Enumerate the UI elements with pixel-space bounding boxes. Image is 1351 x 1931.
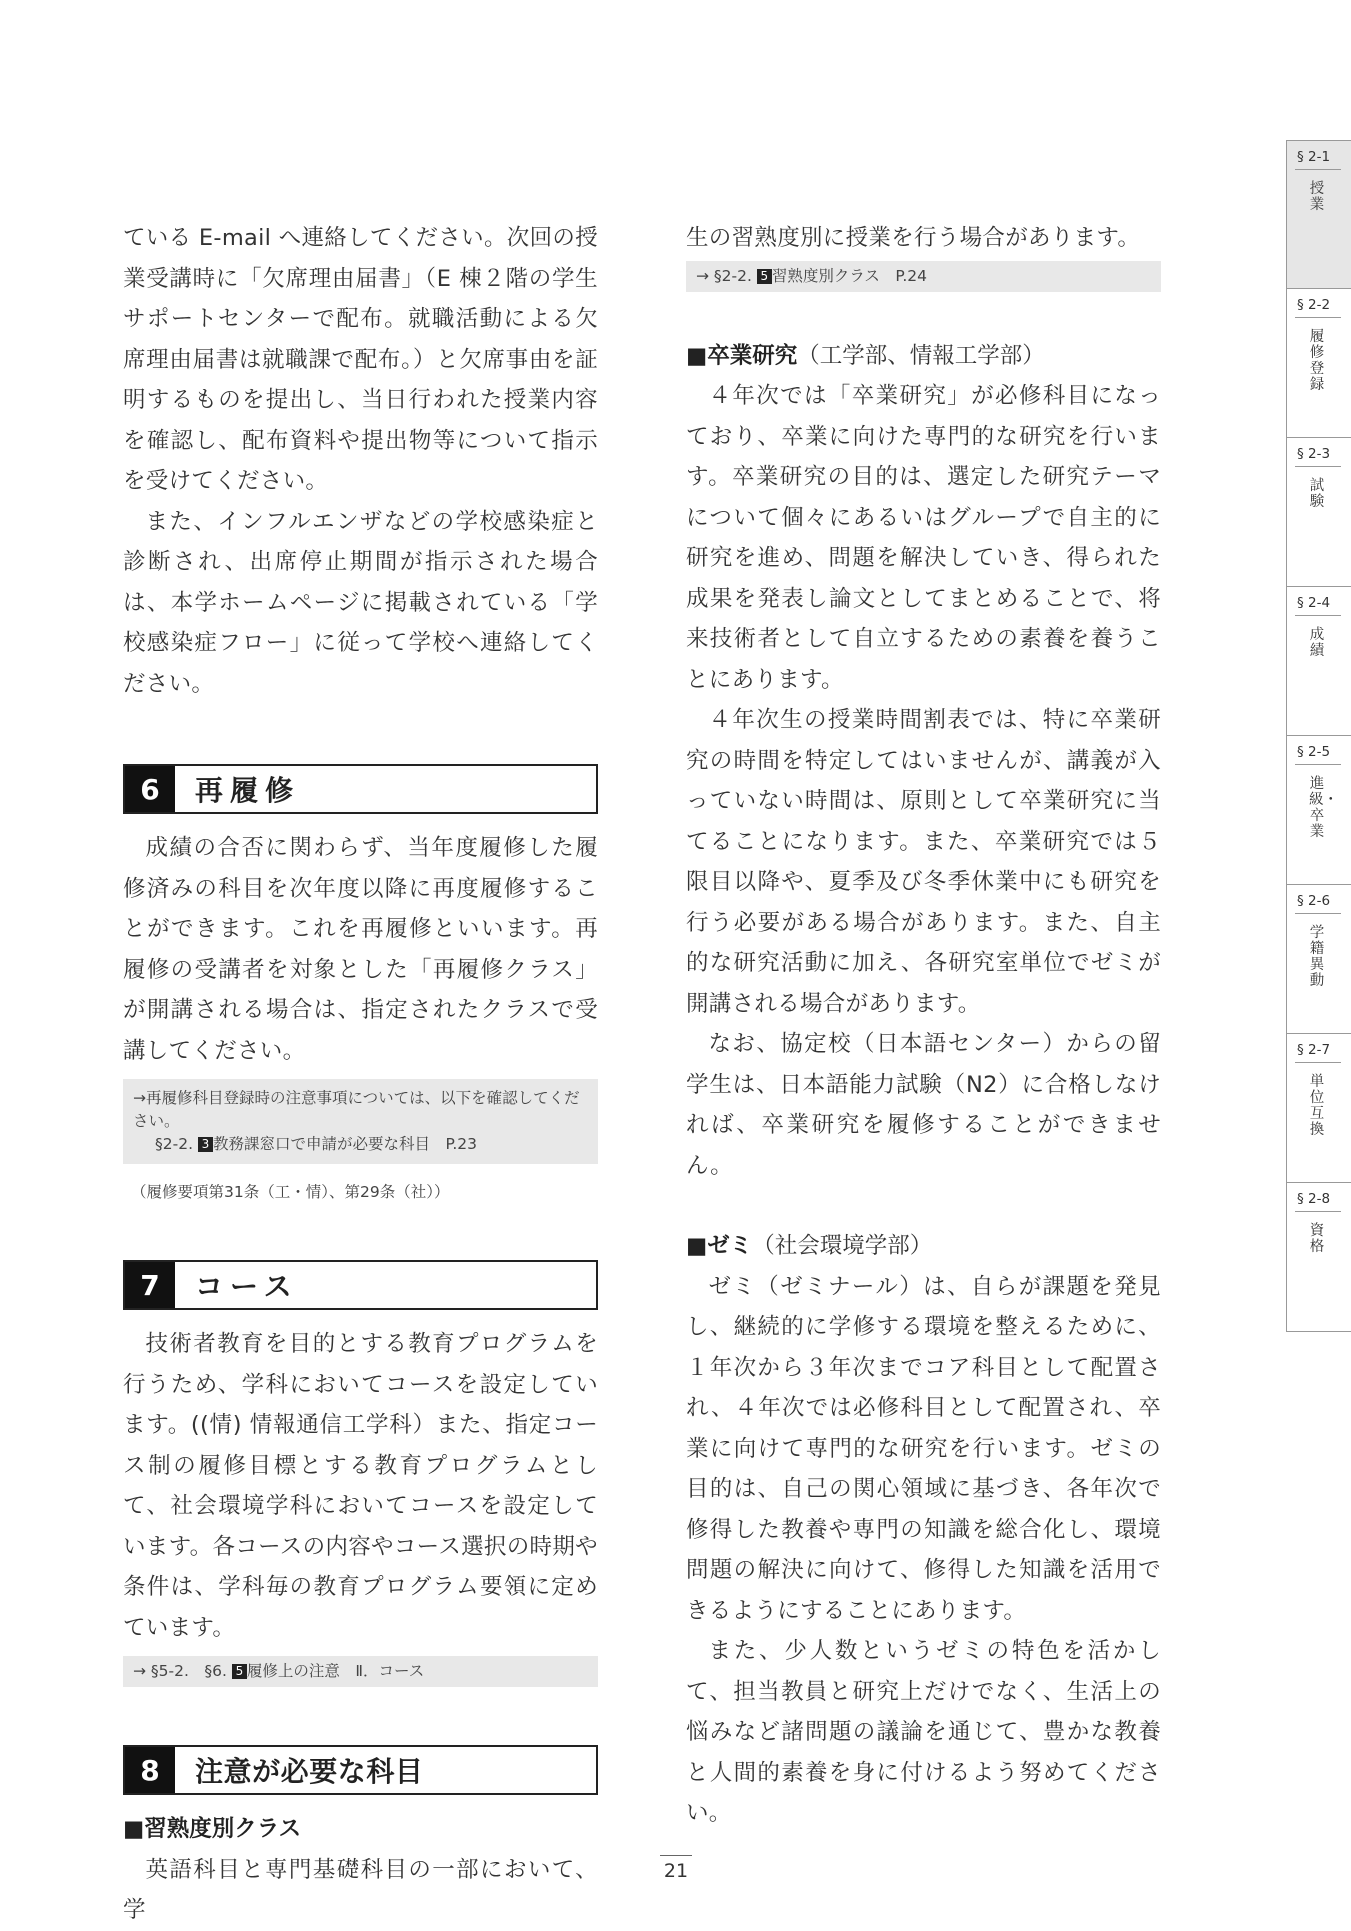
section-title: 注意が必要な科目 [195, 1755, 424, 1788]
reference-prefix: → §5-2. §6. [133, 1662, 227, 1680]
right-column [686, 218, 1161, 1834]
paragraph: 成績の合否に関わらず、当年度履修した履修済みの科目を次年度以降に再度履修することができます。これを再履修といいます。再履修の受講者を対象とした「再履修クラス」が開講される場合は、指定されたクラスで受講してください。 [123, 835, 598, 1064]
tab-2-4[interactable]: § 2-4 成績 [1286, 587, 1351, 736]
page-number: 21 [663, 1860, 689, 1882]
paragraph: ４年次では「卒業研究」が必修科目になっており、卒業に向けた専門的な研究を行います。卒業研究の目的は、選定した研究テーマについて個々にあるいはグループで自主的に研究を進め、問題を解決していき、得られた成果を発表し論文としてまとめることで、将来技術者として自立するための素養を養うことにあります。 [686, 383, 1161, 693]
paragraph: 技術者教育を目的とする教育プログラムを行うため、学科においてコースを設定しています。((情) 情報通信工学科）また、指定コース制の履修目標とする教育プログラムとして、社会環境学科においてコースを設定しています。各コースの内容やコース選択の時期や条件は、学科毎の教育プログラム要領に定めています。 [123, 1331, 598, 1641]
reference-box [123, 1079, 598, 1164]
number-badge: 3 [198, 1137, 213, 1152]
paragraph: なお、協定校（日本語センター）からの留学生は、日本語能力試験（N2）に合格しなければ、卒業研究を履修することができません。 [686, 1031, 1161, 1179]
reference-box [686, 261, 1161, 292]
reference-prefix: → §2-2. [696, 266, 752, 285]
section-title: コース [195, 1270, 299, 1303]
paragraph: ゼミ（ゼミナール）は、自らが課題を発見し、継続的に学修する環境を整えるために、１年次から３年次までコア科目として配置され、４年次では必修科目として配置され、卒業に向けて専門的な研究を行います。ゼミの目的は、自己の関心領域に基づき、各年次で修得した教養や専門の知識を総合化し、環境問題の解決に向けて、修得した知識を活用できるようにすることにあります。 [686, 1273, 1161, 1624]
tab-2-8[interactable]: § 2-8 資格 [1286, 1183, 1351, 1332]
reference-text: 習熟度別クラス P.24 [771, 266, 927, 285]
paragraph: 生の習熟度別に授業を行う場合があります。 [686, 225, 1141, 251]
paragraph: また、インフルエンザなどの学校感染症と診断され、出席停止期間が指示された場合は、本学ホームページに掲載されている「学校感染症フロー」に従って学校へ連絡してください。 [123, 508, 598, 697]
section-heading-6 [123, 764, 598, 814]
tab-2-1[interactable]: § 2-1 授業 [1286, 140, 1351, 289]
subheading: ■ゼミ（社会環境学部） [686, 1233, 933, 1259]
tab-2-6[interactable]: § 2-6 学籍異動 [1286, 885, 1351, 1034]
paragraph: ４年次生の授業時間割表では、特に卒業研究の時間を特定してはいませんが、講義が入っていない時間は、原則として卒業研究に当てることになります。また、卒業研究では５限目以降や、夏季及び冬季休業中にも研究を行う必要がある場合があります。また、自主的な研究活動に加え、各研究室単位でゼミが開講される場合があります。 [686, 707, 1161, 1017]
tab-2-2[interactable]: § 2-2 履修登録 [1286, 289, 1351, 438]
paragraph: 英語科目と専門基礎科目の一部において、学 [123, 1856, 598, 1923]
left-column [123, 218, 598, 1931]
subheading: ■卒業研究（工学部、情報工学部） [686, 342, 1045, 369]
reference-line [133, 1133, 588, 1156]
reference-text: 履修上の注意 Ⅱ．コース [246, 1662, 425, 1680]
footnote: （履修要項第31条（工・情）、第29条（社）） [131, 1183, 450, 1201]
paragraph: また、少人数というゼミの特色を活かして、担当教員と研究上だけでなく、生活上の悩みなど諸問題の議論を通じて、豊かな教養と人間的素養を身に付けるよう努めてください。 [686, 1638, 1161, 1826]
section-heading-8 [123, 1745, 598, 1795]
section-heading-7 [123, 1260, 598, 1310]
section-number: 8 [125, 1747, 175, 1793]
paragraph: ている E-mail へ連絡してください。次回の授業受講時に「欠席理由届書」（E 棟２階の学生サポートセンターで配布。就職活動による欠席理由届書は就職課で配布。）と欠席事由を証明するものを提出し、当日行われた授業内容を確認し、配布資料や提出物等について指示を受けてください。 [123, 225, 598, 494]
subheading: ■習熟度別クラス [123, 1816, 302, 1842]
section-number: 6 [125, 766, 175, 812]
number-badge: 5 [232, 1664, 247, 1679]
reference-box [123, 1656, 598, 1687]
reference-text: →再履修科目登録時の注意事項については、以下を確認してください。 [133, 1089, 580, 1130]
tab-2-5[interactable]: § 2-5 進級・卒業 [1286, 736, 1351, 885]
section-number: 7 [125, 1262, 175, 1308]
tab-2-3[interactable]: § 2-3 試験 [1286, 438, 1351, 587]
chapter-tabs [1286, 140, 1351, 1332]
section-title: 再履修 [195, 774, 301, 807]
reference-text: 教務課窓口で申請が必要な科目 P.23 [212, 1135, 478, 1153]
reference-prefix: §2-2. [155, 1135, 193, 1153]
number-badge: 5 [757, 269, 772, 284]
page-number-rule [660, 1855, 692, 1856]
tab-2-7[interactable]: § 2-7 単位互換 [1286, 1034, 1351, 1183]
